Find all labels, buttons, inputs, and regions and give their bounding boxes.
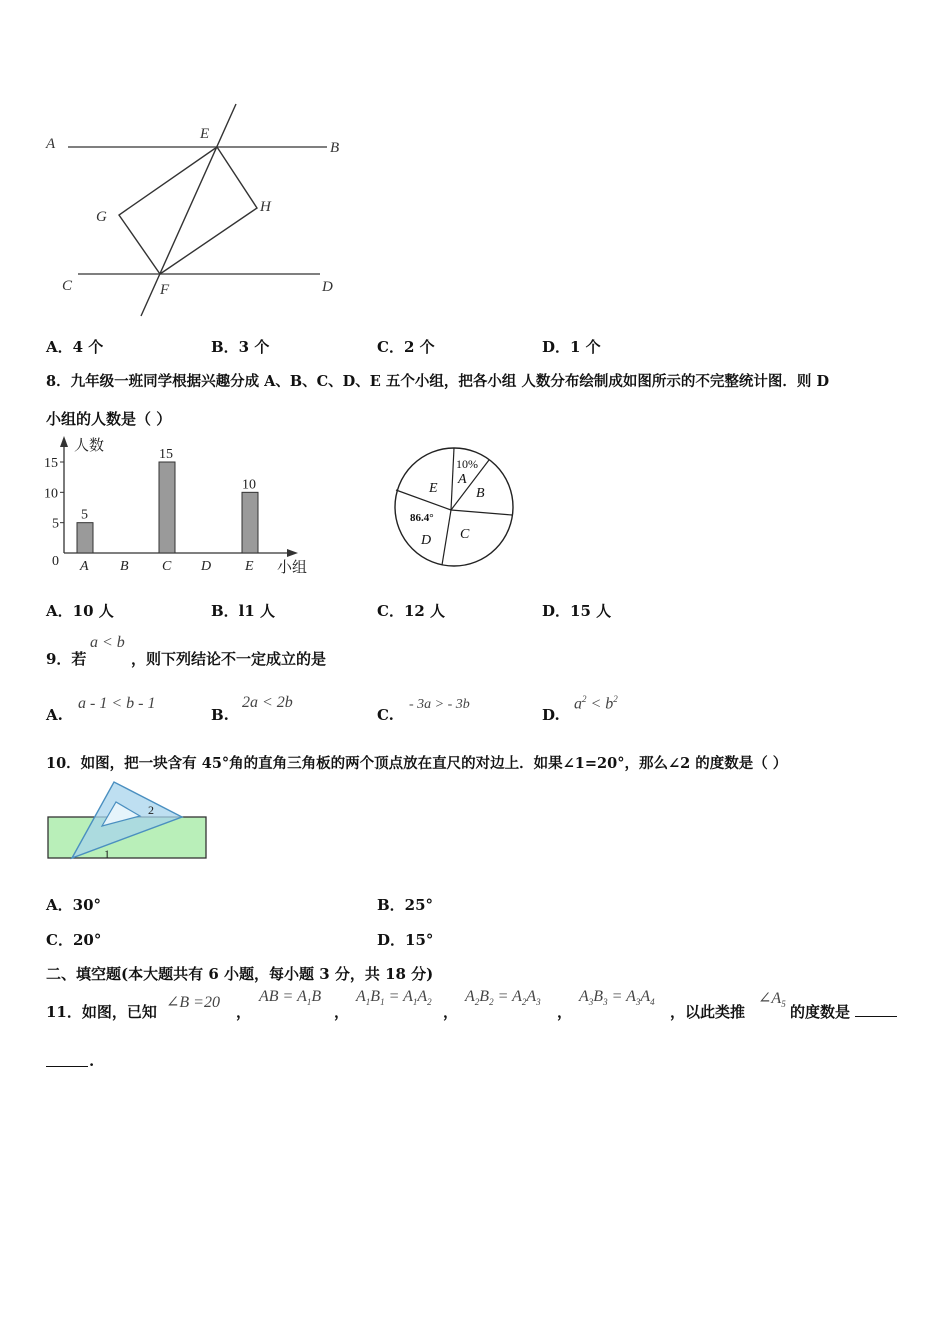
q11-sep-4: ， <box>557 1003 573 1021</box>
label-a: A <box>46 136 56 152</box>
y-axis-label: 人数 <box>74 438 105 454</box>
angle-1-label: 1 <box>104 847 110 861</box>
y-axis-arrow <box>60 436 68 447</box>
q7-option-c[interactable]: C．2 个 <box>377 338 435 356</box>
q8-option-a[interactable]: A．10 人 <box>46 602 114 620</box>
q8-option-d[interactable]: D．15 人 <box>542 602 612 620</box>
q9-option-b-letter[interactable]: B. <box>211 706 229 724</box>
pie-label-b: B <box>476 486 485 501</box>
parallel-lines-figure <box>40 100 350 320</box>
pie-annotation-degree: 86.4° <box>410 512 434 524</box>
q9-option-a-letter[interactable]: A. <box>46 706 63 724</box>
bar-C <box>159 462 175 553</box>
q8-stem-line1: 8．九年级一班同学根据兴趣分成 A、B、C、D、E 五个小组，把各小组 人数分布绘制成如图所示的不完整统计图．则 D <box>46 373 830 390</box>
x-tick-label-D: D <box>201 559 212 574</box>
q11-mid: ，以此类推 <box>670 1003 746 1021</box>
q7-option-a[interactable]: A．4 个 <box>46 338 104 356</box>
pie-label-a: A <box>458 472 467 487</box>
q11-target-angle: $\angle A_5$ <box>758 990 786 1010</box>
angle-2-label: 2 <box>148 803 154 817</box>
label-c: C <box>62 278 73 294</box>
label-d: D <box>322 279 333 295</box>
label-g: G <box>96 209 107 225</box>
q11-eq-1: AB = $A_1B$ <box>259 988 322 1008</box>
q10-option-d[interactable]: D．15° <box>377 931 434 949</box>
y-tick-label-0: 0 <box>52 554 59 569</box>
q9-option-c-letter[interactable]: C. <box>377 706 394 724</box>
q9-stem-suffix: ，则下列结论不一定成立的是 <box>131 650 327 668</box>
label-e: E <box>200 126 210 142</box>
q9-option-a-expr: a - 1 < b - 1 <box>78 695 156 712</box>
y-tick-label-5: 5 <box>52 516 59 532</box>
q9-option-d-expr: $a^2 < b^2$ <box>574 694 618 713</box>
bar-data-label-E: 10 <box>242 477 256 493</box>
label-h: H <box>260 199 271 215</box>
bar-data-label-C: 15 <box>159 447 173 462</box>
ruler-triangle-figure <box>44 778 214 864</box>
q11-prefix: 11．如图，已知 <box>46 1003 157 1021</box>
q11-suffix: 的度数是 <box>790 1003 851 1021</box>
transversal-ef <box>141 104 236 316</box>
x-axis-arrow <box>287 549 298 557</box>
x-tick-label-A: A <box>80 559 89 574</box>
y-tick-label-10: 10 <box>44 486 58 502</box>
q10-option-a[interactable]: A．30° <box>46 896 102 914</box>
q11-sep-2: ， <box>334 1003 350 1021</box>
q9-stem-prefix: 9．若 <box>46 650 87 668</box>
bar-A <box>77 523 93 553</box>
label-b: B <box>330 140 340 156</box>
q11-sep-3: ， <box>443 1003 459 1021</box>
q8-stem-line2: 小组的人数是（ ） <box>46 410 172 428</box>
q11-answer-blank-2[interactable] <box>46 1066 88 1067</box>
bar-data-label-A: 5 <box>81 507 88 523</box>
q9-condition: a < b <box>90 634 125 651</box>
x-tick-label-B: B <box>120 559 129 574</box>
label-f: F <box>160 282 170 298</box>
pie-annotation-percent: 10% <box>456 457 478 471</box>
bar-chart <box>40 433 320 578</box>
q8-option-b[interactable]: B．l1 人 <box>211 602 276 620</box>
q11-sep-1: ， <box>236 1003 252 1021</box>
q9-option-b-expr: 2a < 2b <box>242 694 293 711</box>
pie-label-e: E <box>429 481 438 496</box>
q10-stem: 10．如图，把一块含有 45°角的直角三角板的两个顶点放在直尺的对边上．如果∠1=20°，那么∠2 的度数是（ ） <box>46 755 788 772</box>
bar-E <box>242 492 258 553</box>
x-tick-label-C: C <box>162 559 172 574</box>
q11-end: . <box>89 1052 95 1070</box>
q11-eq-2: $A_1B_1 = A_1A_2$ <box>356 988 432 1008</box>
pie-label-c: C <box>460 527 470 542</box>
q7-option-b[interactable]: B．3 个 <box>211 338 270 356</box>
q9-option-c-expr: - 3a > - 3b <box>409 697 470 712</box>
q11-eq-4: $A_3B_3 = A_3A_4$ <box>579 988 655 1008</box>
q11-eq-3: $A_2B_2 = A_2A_3$ <box>465 988 541 1008</box>
q8-option-c[interactable]: C．12 人 <box>377 602 446 620</box>
y-tick-label-15: 15 <box>44 456 58 471</box>
pie-label-d: D <box>421 533 432 548</box>
q9-option-d-letter[interactable]: D. <box>542 706 560 724</box>
section-2-title: 二、填空题(本大题共有 6 小题，每小题 3 分，共 18 分) <box>46 965 434 983</box>
q11-answer-blank-1[interactable] <box>855 1016 897 1017</box>
q10-option-c[interactable]: C．20° <box>46 931 102 949</box>
q10-option-b[interactable]: B．25° <box>377 896 434 914</box>
q7-option-d[interactable]: D．1 个 <box>542 338 601 356</box>
x-axis-label: 小组 <box>277 560 308 576</box>
x-tick-label-E: E <box>245 559 254 574</box>
q11-condition: ∠B =20 <box>166 994 220 1011</box>
pie-chart <box>385 440 525 575</box>
